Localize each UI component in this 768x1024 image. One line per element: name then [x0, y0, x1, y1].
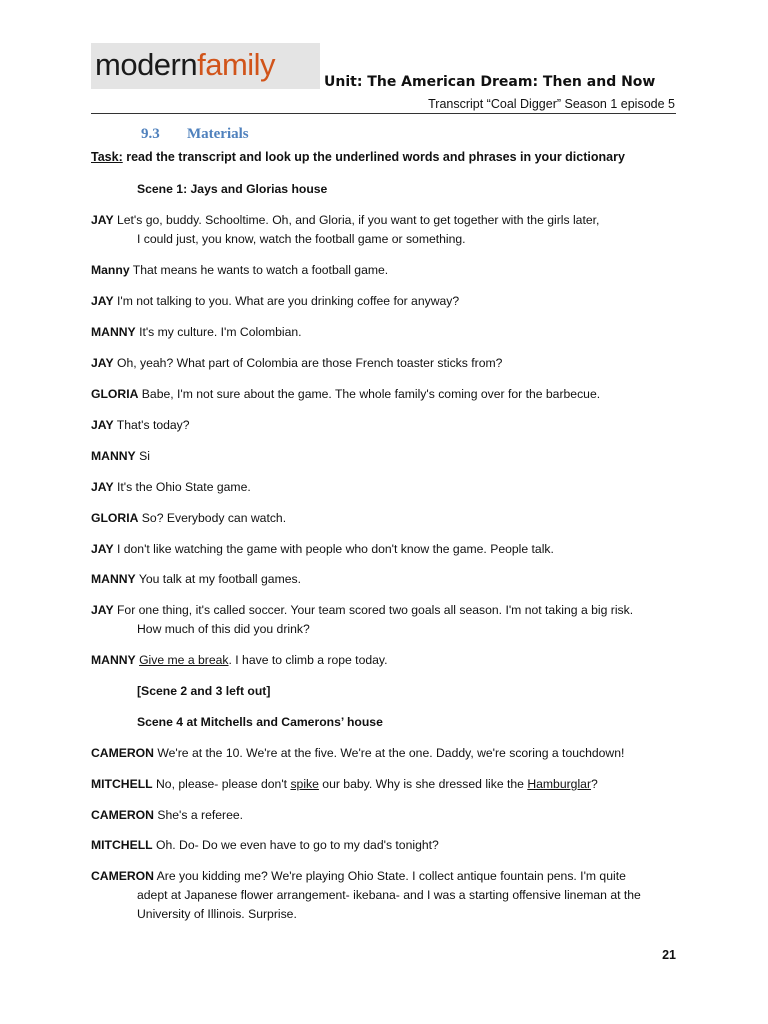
dialogue-text: That means he wants to watch a football game. — [129, 263, 389, 277]
dialogue-line — [91, 478, 251, 497]
dialogue-line — [91, 867, 641, 924]
dialogue-text: Are you kidding me? We're playing Ohio State. I collect antique fountain pens. I'm quite — [153, 869, 626, 883]
logo-text-modern: modern — [95, 47, 198, 82]
speaker-name: JAY — [91, 480, 114, 494]
speaker-name: MANNY — [91, 325, 136, 339]
dialogue-line — [91, 292, 459, 311]
dialogue-continuation: University of Illinois. Surprise. — [137, 907, 297, 921]
speaker-name: GLORIA — [91, 387, 139, 401]
page-number: 21 — [662, 948, 676, 962]
dialogue-line — [91, 385, 600, 404]
dialogue-text: No, please- please don't — [152, 777, 291, 791]
omission-note: [Scene 2 and 3 left out] — [137, 684, 271, 698]
speaker-name: MANNY — [91, 449, 136, 463]
logo-wordmark — [95, 47, 275, 83]
transcript-subtitle: Transcript “Coal Digger” Season 1 episode 5 — [428, 97, 675, 111]
task-label: Task: — [91, 150, 123, 164]
dialogue-line — [91, 323, 302, 342]
dialogue-line — [91, 509, 286, 528]
dialogue-line — [91, 601, 633, 639]
speaker-name: CAMERON — [91, 808, 154, 822]
dialogue-text: That's today? — [113, 418, 190, 432]
speaker-name: MANNY — [91, 572, 136, 586]
section-number: 9.3 — [141, 126, 160, 142]
dialogue-text: Oh, yeah? What part of Colombia are those French toaster sticks from? — [113, 356, 503, 370]
dialogue-text: Let's go, buddy. Schooltime. Oh, and Gloria, if you want to get together with the girls later, — [113, 213, 600, 227]
underlined-word: spike — [290, 777, 319, 791]
modern-family-logo — [91, 43, 320, 89]
section-heading — [141, 126, 249, 143]
speaker-name: CAMERON — [91, 869, 154, 883]
dialogue-text: Oh. Do- Do we even have to go to my dad's tonight? — [152, 838, 439, 852]
speaker-name: JAY — [91, 356, 114, 370]
dialogue-line — [91, 354, 502, 373]
dialogue-line — [91, 447, 150, 466]
speaker-name: MANNY — [91, 653, 136, 667]
dialogue-continuation: adept at Japanese flower arrangement- ikebana- and I was a starting offensive lineman at the — [137, 888, 641, 902]
underlined-phrase: Give me a break — [139, 653, 229, 667]
speaker-name: JAY — [91, 213, 114, 227]
dialogue-line — [91, 806, 243, 825]
dialogue-text: Si — [135, 449, 150, 463]
dialogue-line — [91, 651, 387, 670]
dialogue-text: So? Everybody can watch. — [138, 511, 287, 525]
speaker-name: MITCHELL — [91, 838, 153, 852]
dialogue-text: I'm not talking to you. What are you drinking coffee for anyway? — [113, 294, 460, 308]
scene-heading: Scene 4 at Mitchells and Camerons’ house — [137, 715, 383, 729]
section-title: Materials — [187, 126, 249, 142]
dialogue-line — [91, 261, 388, 280]
speaker-name: JAY — [91, 294, 114, 308]
dialogue-line — [91, 836, 439, 855]
underlined-word: Hamburglar — [527, 777, 591, 791]
dialogue-line — [91, 211, 599, 249]
speaker-name: JAY — [91, 603, 114, 617]
speaker-name: JAY — [91, 542, 114, 556]
speaker-name: MITCHELL — [91, 777, 153, 791]
dialogue-text: . I have to climb a rope today. — [228, 653, 388, 667]
dialogue-text: I don't like watching the game with people who don't know the game. People talk. — [113, 542, 554, 556]
speaker-name: JAY — [91, 418, 114, 432]
unit-title: Unit: The American Dream: Then and Now — [324, 74, 656, 90]
dialogue-text: She's a referee. — [153, 808, 244, 822]
dialogue-text: We're at the 10. We're at the five. We're at the one. Daddy, we're scoring a touchdown! — [153, 746, 625, 760]
dialogue-text: It's the Ohio State game. — [113, 480, 251, 494]
header-divider — [91, 113, 676, 114]
dialogue-text: our baby. Why is she dressed like the — [318, 777, 528, 791]
dialogue-line — [91, 775, 598, 794]
logo-text-family: family — [197, 47, 276, 82]
dialogue-continuation: How much of this did you drink? — [137, 622, 310, 636]
speaker-name: Manny — [91, 263, 130, 277]
speaker-name: CAMERON — [91, 746, 154, 760]
dialogue-text: For one thing, it's called soccer. Your team scored two goals all season. I'm not taking a big risk. — [113, 603, 634, 617]
dialogue-line — [91, 540, 554, 559]
task-instruction — [91, 150, 625, 164]
dialogue-line — [91, 416, 190, 435]
dialogue-text: You talk at my football games. — [135, 572, 301, 586]
dialogue-line — [91, 744, 624, 763]
speaker-name: GLORIA — [91, 511, 139, 525]
dialogue-text: It's my culture. I'm Colombian. — [135, 325, 302, 339]
dialogue-line — [91, 570, 301, 589]
dialogue-continuation: I could just, you know, watch the football game or something. — [137, 232, 466, 246]
task-text: read the transcript and look up the underlined words and phrases in your dictionary — [122, 150, 625, 164]
scene-heading: Scene 1: Jays and Glorias house — [137, 182, 328, 196]
dialogue-text: Babe, I'm not sure about the game. The whole family's coming over for the barbecue. — [138, 387, 601, 401]
dialogue-text: ? — [591, 777, 598, 791]
